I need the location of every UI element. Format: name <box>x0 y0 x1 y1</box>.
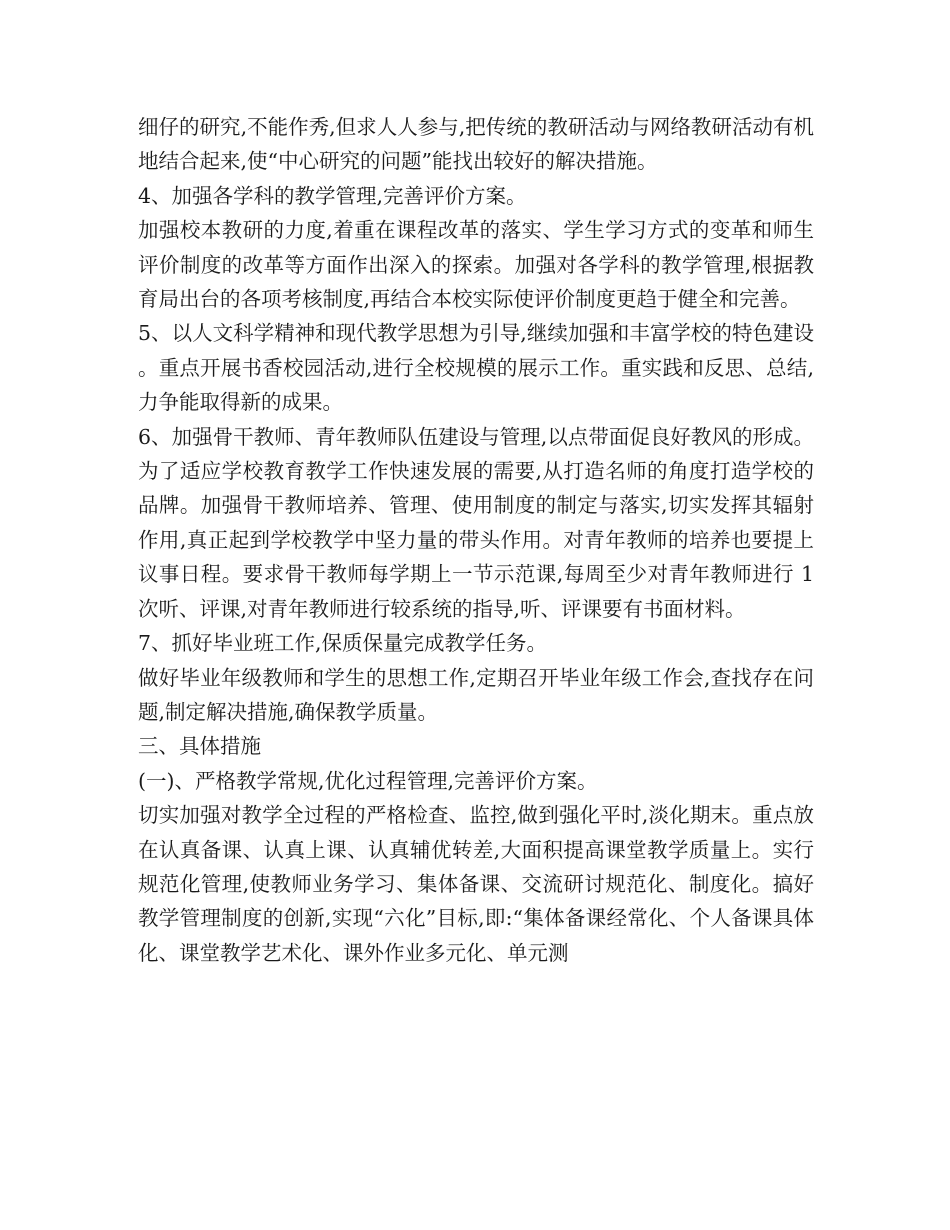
paragraph-research-continuation: 细仔的研究,不能作秀,但求人人参与,把传统的教研活动与网络教研活动有机地结合起来,使“中心研究的问题”能找出较好的解决措施。 <box>138 115 814 174</box>
paragraph-item-5: 5、以人文科学精神和现代教学思想为引导,继续加强和丰富学校的特色建设。重点开展书香校园活动,进行全校规模的展示工作。重实践和反思、总结,力争能取得新的成果。 <box>138 321 814 415</box>
paragraph-item-4-body: 加强校本教研的力度,着重在课程改革的落实、学生学习方式的变革和师生评价制度的改革等方面作出深入的探索。加强对各学科的教学管理,根据教育局出台的各项考核制度,再结合本校实际使评价制度更趋于健全和完善。 <box>138 218 814 312</box>
paragraph-item-6: 6、加强骨干教师、青年教师队伍建设与管理,以点带面促良好教风的形成。为了适应学校教育教学工作快速发展的需要,从打造名师的角度打造学校的品牌。加强骨干教师培养、管理、使用制度的制定与落实,切实发挥其辐射作用,真正起到学校教学中坚力量的带头作用。对青年教师的培养也要提上议事日程。要求骨干教师每学期上一节示范课,每周至少对青年教师进行 1 次听、评课,对青年教师进行较系统的指导,听、评课要有书面材料。 <box>138 424 814 621</box>
paragraph-measure-1-body: 切实加强对教学全过程的严格检查、监控,做到强化平时,淡化期末。重点放在认真备课、认真上课、认真辅优转差,大面积提高课堂教学质量上。实行规范化管理,使教师业务学习、集体备课、交流研讨规范化、制度化。搞好教学管理制度的创新,实现“六化”目标,即:“集体备课经常化、个人备课具体化、课堂教学艺术化、课外作业多元化、单元测 <box>138 803 814 965</box>
subheading-measure-1: (一)、严格教学常规,优化过程管理,完善评价方案。 <box>138 768 598 793</box>
heading-item-7: 7、抓好毕业班工作,保质保量完成教学任务。 <box>138 631 548 656</box>
paragraph-item-7-body: 做好毕业年级教师和学生的思想工作,定期召开毕业年级工作会,查找存在问题,制定解决措施,确保教学质量。 <box>138 665 814 724</box>
heading-item-4: 4、加强各学科的教学管理,完善评价方案。 <box>138 183 527 208</box>
document-body <box>138 110 814 970</box>
section-heading-measures: 三、具体措施 <box>138 734 261 759</box>
